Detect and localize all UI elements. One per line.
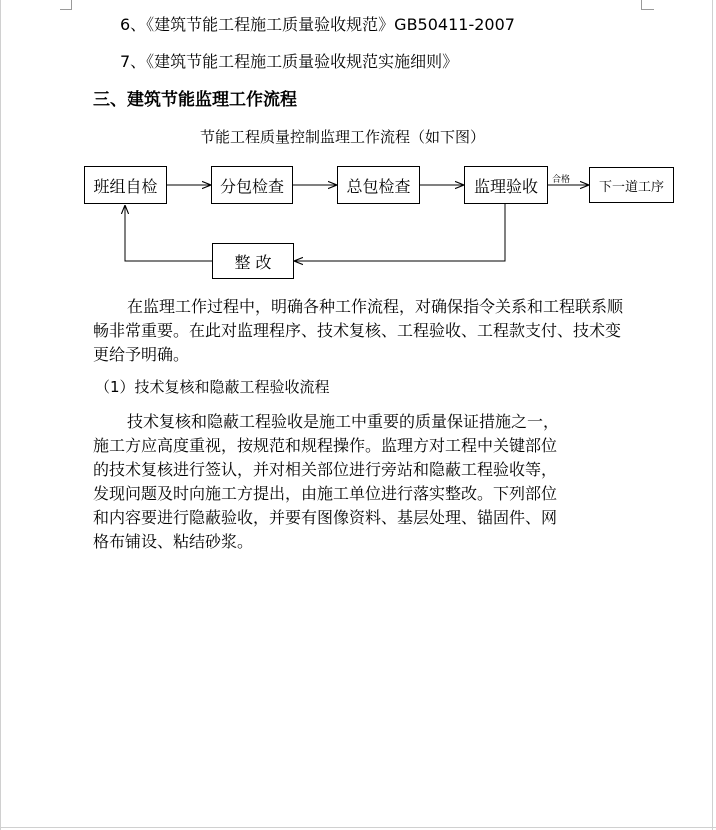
paragraph-line: 和内容要进行隐蔽验收，并要有图像资料、基层处理、锚固件、网: [93, 508, 558, 527]
paragraph-line: 更给予明确。: [93, 345, 190, 364]
node-subcontract-check: 分包检查: [211, 166, 293, 204]
section-heading: 三、建筑节能监理工作流程: [93, 90, 297, 110]
paragraph-line: 施工方应高度重视，按规范和规程操作。监理方对工程中关键部位: [93, 436, 558, 455]
node-next-process: 下一道工序: [589, 167, 674, 203]
paragraph-line: 的技术复核进行签认，并对相关部位进行旁站和隐蔽工程验收等，: [93, 460, 558, 479]
node-general-contract-check: 总包检查: [337, 166, 420, 204]
reference-item-7: 7、《建筑节能工程施工质量验收规范实施细则》: [120, 52, 459, 71]
paragraph-workflow-intro: [93, 295, 649, 367]
flowchart-caption: 节能工程质量控制监理工作流程（如下图）: [200, 128, 486, 146]
pass-label: 合格: [552, 175, 571, 185]
node-supervision-acceptance: 监理验收: [464, 166, 548, 204]
paragraph-line: 在监理工作过程中，明确各种工作流程，对确保指令关系和工程联系顺: [127, 297, 624, 316]
paragraph-technical-review: [93, 410, 649, 554]
node-rectification: 整 改: [212, 243, 294, 279]
paragraph-line: 畅非常重要。在此对监理程序、技术复核、工程验收、工程款支付、技术变: [93, 321, 622, 340]
paragraph-line: 发现问题及时向施工方提出，由施工单位进行落实整改。下列部位: [93, 484, 558, 503]
node-team-self-check: 班组自检: [84, 166, 167, 204]
arrow-supervision-to-rectification: [294, 204, 505, 261]
paragraph-line: 格布铺设、粘结砂浆。: [93, 532, 254, 551]
paragraph-line: 技术复核和隐蔽工程验收是施工中重要的质量保证措施之一，: [127, 412, 560, 431]
subheading-technical-review: （1）技术复核和隐蔽工程验收流程: [95, 378, 330, 396]
reference-item-6: 6、《建筑节能工程施工质量验收规范》GB50411-2007: [120, 15, 515, 34]
arrow-rectification-to-self-check: [125, 205, 212, 261]
